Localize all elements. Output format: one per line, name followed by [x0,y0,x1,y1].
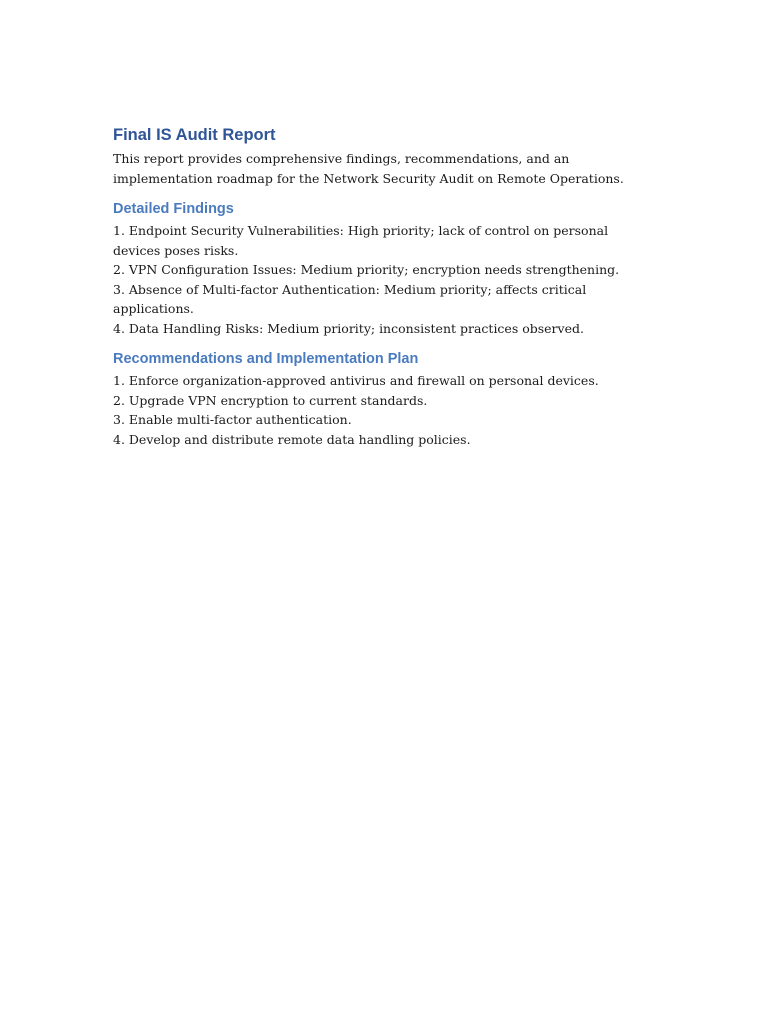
recommendation-item: 2. Upgrade VPN encryption to current standards. [113,392,428,408]
recommendation-item: 4. Develop and distribute remote data handling policies. [113,431,471,447]
findings-heading: Detailed Findings [113,201,234,217]
report-intro: This report provides comprehensive findings, recommendations, and an implementation roadmap for the Network Security Audit on Remote Operations. [113,151,624,186]
recommendations-heading: Recommendations and Implementation Plan [113,351,419,367]
findings-list [113,221,658,338]
report-title: Final IS Audit Report [113,126,276,144]
recommendation-item: 1. Enforce organization-approved antivirus and firewall on personal devices. [113,373,599,388]
finding-item: 3. Absence of Multi-factor Authentication: Medium priority; affects critical applications. [113,281,587,316]
finding-item: 2. VPN Configuration Issues: Medium priority; encryption needs strengthening. [113,262,620,277]
finding-item: 1. Endpoint Security Vulnerabilities: High priority; lack of control on personal devices poses risks. [113,223,609,258]
recommendation-item: 3. Enable multi-factor authentication. [113,412,352,427]
recommendations-list [113,371,658,449]
finding-item: 4. Data Handling Risks: Medium priority; inconsistent practices observed. [113,320,584,336]
document-body [113,125,658,449]
